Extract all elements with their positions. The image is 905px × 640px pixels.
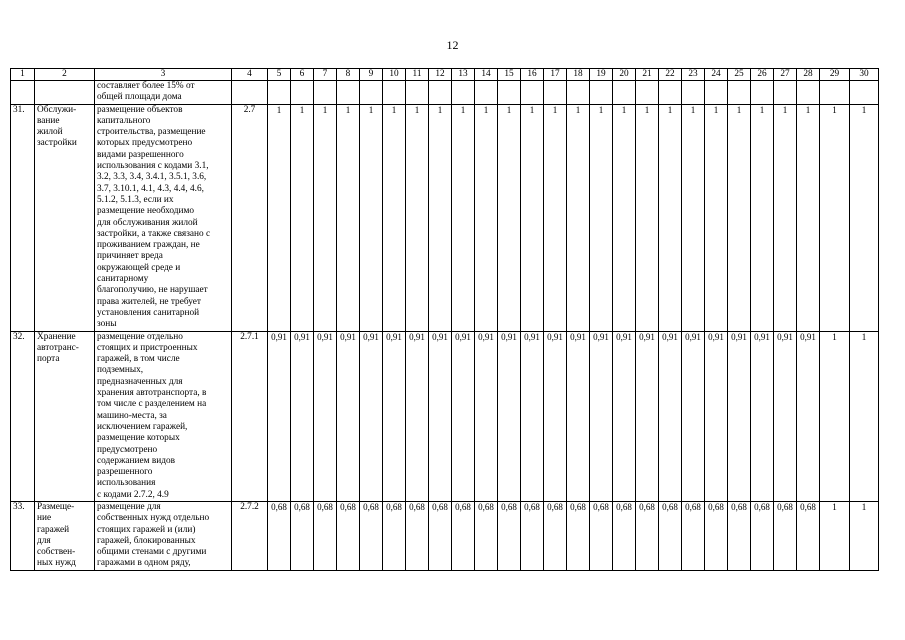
column-number-cell: 26 — [751, 69, 774, 81]
classifier-code-cell: 2.7.1 — [232, 331, 268, 501]
coefficient-cell: 1 — [751, 104, 774, 331]
coefficient-cell: 1 — [383, 104, 406, 331]
column-number-cell: 22 — [659, 69, 682, 81]
land-use-description-cell: составляет более 15% от общей площади дома — [95, 81, 232, 105]
coefficient-cell: 0,91 — [406, 331, 429, 501]
table-row — [11, 331, 879, 501]
coefficient-cell: 1 — [314, 104, 337, 331]
column-number-cell: 16 — [521, 69, 544, 81]
land-use-description-cell: размещение для собственных нужд отдельно стоящих гаражей и (или) гаражей, блокированных общими стенами с другими гаражами в одном ряду, — [95, 501, 232, 570]
coefficient-cell — [705, 81, 728, 105]
coefficient-cell: 0,91 — [590, 331, 613, 501]
column-number-cell: 2 — [35, 69, 95, 81]
coefficient-cell: 0,68 — [475, 501, 498, 570]
coefficient-cell: 1 — [613, 104, 636, 331]
column-number-cell: 25 — [728, 69, 751, 81]
column-number-cell: 23 — [682, 69, 705, 81]
column-number-cell: 5 — [268, 69, 291, 81]
column-number-cell: 10 — [383, 69, 406, 81]
coefficient-cell: 0,68 — [751, 501, 774, 570]
coefficient-cell: 0,91 — [728, 331, 751, 501]
coefficient-cell: 0,68 — [337, 501, 360, 570]
coefficient-cell: 0,68 — [360, 501, 383, 570]
column-number-cell: 21 — [636, 69, 659, 81]
coefficient-cell — [751, 81, 774, 105]
coefficient-cell — [820, 81, 850, 105]
land-use-name-cell: Размеще- ние гаражей для собствен- ных нужд — [35, 501, 95, 570]
column-number-cell: 7 — [314, 69, 337, 81]
land-use-name-cell — [35, 81, 95, 105]
coefficient-cell: 0,68 — [613, 501, 636, 570]
column-number-cell: 15 — [498, 69, 521, 81]
coefficient-cell — [360, 81, 383, 105]
coefficient-cell: 1 — [682, 104, 705, 331]
coefficient-cell: 1 — [360, 104, 383, 331]
column-number-cell: 24 — [705, 69, 728, 81]
coefficient-cell: 1 — [820, 104, 850, 331]
coefficient-cell: 0,91 — [613, 331, 636, 501]
row-number-cell: 31. — [11, 104, 35, 331]
coefficient-cell: 1 — [544, 104, 567, 331]
coefficient-cell: 0,68 — [314, 501, 337, 570]
coefficient-cell: 1 — [475, 104, 498, 331]
coefficient-cell: 1 — [636, 104, 659, 331]
coefficient-cell: 1 — [521, 104, 544, 331]
coefficient-cell: 0,91 — [659, 331, 682, 501]
column-number-cell: 8 — [337, 69, 360, 81]
zoning-table — [10, 68, 879, 571]
column-number-cell: 12 — [429, 69, 452, 81]
coefficient-cell: 0,91 — [314, 331, 337, 501]
coefficient-cell — [314, 81, 337, 105]
coefficient-cell: 0,91 — [705, 331, 728, 501]
coefficient-cell — [797, 81, 820, 105]
coefficient-cell: 0,68 — [705, 501, 728, 570]
coefficient-cell: 0,91 — [498, 331, 521, 501]
coefficient-cell: 0,91 — [291, 331, 314, 501]
coefficient-cell: 0,91 — [383, 331, 406, 501]
coefficient-cell — [659, 81, 682, 105]
coefficient-cell: 1 — [850, 501, 879, 570]
coefficient-cell: 1 — [820, 501, 850, 570]
coefficient-cell: 0,91 — [521, 331, 544, 501]
classifier-code-cell — [232, 81, 268, 105]
coefficient-cell — [429, 81, 452, 105]
coefficient-cell — [774, 81, 797, 105]
coefficient-cell — [567, 81, 590, 105]
classifier-code-cell: 2.7 — [232, 104, 268, 331]
column-number-cell: 17 — [544, 69, 567, 81]
coefficient-cell: 0,91 — [429, 331, 452, 501]
coefficient-cell: 1 — [705, 104, 728, 331]
coefficient-cell: 1 — [820, 331, 850, 501]
column-number-cell: 11 — [406, 69, 429, 81]
coefficient-cell: 0,68 — [452, 501, 475, 570]
coefficient-cell — [636, 81, 659, 105]
coefficient-cell — [682, 81, 705, 105]
coefficient-cell: 0,68 — [590, 501, 613, 570]
coefficient-cell — [590, 81, 613, 105]
coefficient-cell — [475, 81, 498, 105]
coefficient-cell — [452, 81, 475, 105]
coefficient-cell — [850, 81, 879, 105]
coefficient-cell: 0,68 — [567, 501, 590, 570]
coefficient-cell: 0,91 — [475, 331, 498, 501]
coefficient-cell: 1 — [567, 104, 590, 331]
coefficient-cell: 1 — [774, 104, 797, 331]
coefficient-cell: 0,68 — [636, 501, 659, 570]
coefficient-cell: 0,91 — [682, 331, 705, 501]
coefficient-cell: 0,68 — [268, 501, 291, 570]
column-number-cell: 30 — [850, 69, 879, 81]
coefficient-cell: 0,68 — [383, 501, 406, 570]
coefficient-cell: 0,68 — [498, 501, 521, 570]
coefficient-cell: 1 — [850, 104, 879, 331]
coefficient-cell — [406, 81, 429, 105]
column-number-cell: 4 — [232, 69, 268, 81]
coefficient-cell: 0,68 — [728, 501, 751, 570]
coefficient-cell — [521, 81, 544, 105]
coefficient-cell: 0,68 — [521, 501, 544, 570]
coefficient-cell: 0,91 — [797, 331, 820, 501]
row-number-cell: 32. — [11, 331, 35, 501]
coefficient-cell: 0,91 — [567, 331, 590, 501]
coefficient-cell: 0,91 — [360, 331, 383, 501]
coefficient-cell: 0,91 — [751, 331, 774, 501]
column-number-cell: 1 — [11, 69, 35, 81]
coefficient-cell: 1 — [659, 104, 682, 331]
page-number: 12 — [446, 38, 459, 52]
coefficient-cell: 1 — [850, 331, 879, 501]
coefficient-cell: 0,91 — [452, 331, 475, 501]
coefficient-cell: 0,91 — [268, 331, 291, 501]
column-number-cell: 20 — [613, 69, 636, 81]
coefficient-cell: 1 — [291, 104, 314, 331]
column-number-cell: 18 — [567, 69, 590, 81]
coefficient-cell — [728, 81, 751, 105]
coefficient-cell — [337, 81, 360, 105]
column-number-cell: 19 — [590, 69, 613, 81]
table-row — [11, 104, 879, 331]
continuation-row — [11, 81, 879, 105]
table-row — [11, 501, 879, 570]
coefficient-cell — [383, 81, 406, 105]
coefficient-cell: 0,91 — [774, 331, 797, 501]
coefficient-cell — [544, 81, 567, 105]
row-number-cell: 33. — [11, 501, 35, 570]
land-use-name-cell: Хранение автотранс- порта — [35, 331, 95, 501]
column-number-cell: 13 — [452, 69, 475, 81]
classifier-code-cell: 2.7.2 — [232, 501, 268, 570]
coefficient-cell: 1 — [590, 104, 613, 331]
coefficient-cell — [291, 81, 314, 105]
coefficient-cell: 1 — [268, 104, 291, 331]
coefficient-cell: 0,68 — [429, 501, 452, 570]
coefficient-cell: 0,68 — [682, 501, 705, 570]
coefficient-cell: 0,68 — [406, 501, 429, 570]
coefficient-cell: 1 — [728, 104, 751, 331]
coefficient-cell: 1 — [498, 104, 521, 331]
coefficient-cell: 1 — [797, 104, 820, 331]
column-number-cell: 28 — [797, 69, 820, 81]
column-number-cell: 14 — [475, 69, 498, 81]
coefficient-cell — [498, 81, 521, 105]
coefficient-cell: 1 — [452, 104, 475, 331]
coefficient-cell: 1 — [429, 104, 452, 331]
coefficient-cell: 0,91 — [337, 331, 360, 501]
coefficient-cell — [613, 81, 636, 105]
land-use-name-cell: Обслужи- вание жилой застройки — [35, 104, 95, 331]
coefficient-cell: 0,91 — [636, 331, 659, 501]
land-use-description-cell: размещение отдельно стоящих и пристроенных гаражей, в том числе подземных, предназначенных для хранения автотранспорта, в том числе с разделением на машино-места, за исключением гаражей, размещение которых предусмотрено содержанием видов разрешенного использования с кодами 2.7.2, 4.9 — [95, 331, 232, 501]
coefficient-cell — [268, 81, 291, 105]
column-number-row — [11, 69, 879, 81]
coefficient-cell: 1 — [406, 104, 429, 331]
column-number-cell: 27 — [774, 69, 797, 81]
coefficient-cell: 0,68 — [544, 501, 567, 570]
coefficient-cell: 1 — [337, 104, 360, 331]
coefficient-cell: 0,91 — [544, 331, 567, 501]
coefficient-cell: 0,68 — [774, 501, 797, 570]
row-number-cell — [11, 81, 35, 105]
column-number-cell: 6 — [291, 69, 314, 81]
coefficient-cell: 0,68 — [797, 501, 820, 570]
coefficient-cell: 0,68 — [659, 501, 682, 570]
coefficient-cell: 0,68 — [291, 501, 314, 570]
land-use-description-cell: размещение объектов капитального строительства, размещение которых предусмотрено видами разрешенного использования с кодами 3.1, 3.2, 3.3, 3.4, 3.4.1, 3.5.1, 3.6, 3.7, 3.10.1, 4.1, 4.3, 4.4, 4.6, 5.1.2, 5.1.3, если их размещение необходимо для обслуживания жилой застройки, а также связано с проживанием граждан, не причиняет вреда окружающей среде и санитарному благополучию, не нарушает права жителей, не требует установления санитарной зоны — [95, 104, 232, 331]
column-number-cell: 9 — [360, 69, 383, 81]
column-number-cell: 29 — [820, 69, 850, 81]
column-number-cell: 3 — [95, 69, 232, 81]
